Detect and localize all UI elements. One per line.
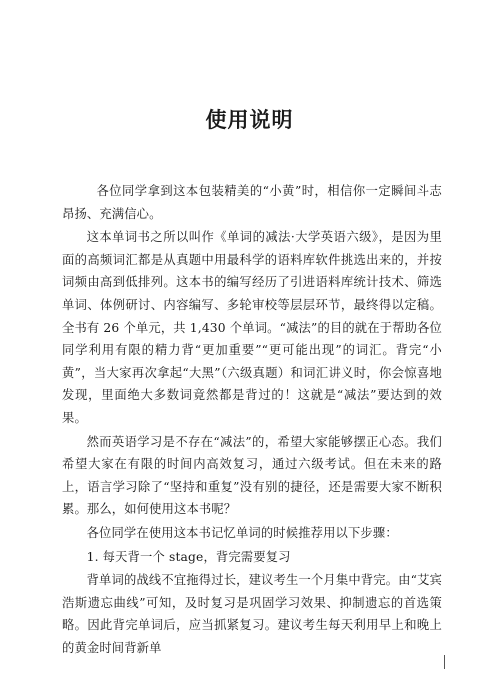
page-title: 使用说明 — [205, 108, 294, 132]
paragraph-review-advice: 背单词的战线不宜拖得过长，建议考生一个月集中背完。由“艾宾浩斯遗忘曲线”可知，及时复习是巩固学习效果、抑制遗忘的首选策略。因此背完单词后，应当抓紧复习。建议考生每天利用早上和晚上的黄金时间背新单 — [62, 573, 442, 655]
paragraph-learning-attitude: 然而英语学习是不存在“减法”的，希望大家能够摆正心态。我们希望大家在有限的时间内高效复习，通过六级考试。但在未来的路上，语言学习除了“坚持和重复”没有别的捷径，还是需要大家不断积累。那么，如何使用这本书呢？ — [62, 434, 442, 517]
body-text — [62, 180, 442, 660]
paragraph-book-description: 这本单词书之所以叫作《单词的减法·大学英语六级》，是因为里面的高频词汇都是从真题中用最科学的语料库软件挑选出来的，并按词频由高到低排列。这本书的编写经历了引进语料库统计技术、筛选单词、体例研讨、内容编写、多轮审校等层层环节，最终得以定稿。全书有 26 个单元，共 1,430 个单词。“减法”的目的就在于帮助各位同学利用有限的精力背“更加重要”“更可能出现”的词汇。背完“小黄”，当大家再次拿起“大黑”（六级真题）和词汇讲义时，你会惊喜地发现，里面绝大多数词竟然都是背过的！这就是“减法”要达到的效果。 — [62, 230, 442, 425]
page-edge-mark — [444, 655, 445, 669]
step-heading-1: 1. 每天背一个 stage，背完需要复习 — [86, 549, 291, 564]
paragraph-intro: 各位同学拿到这本包装精美的“小黄”时，相信你一定瞬间斗志昂扬、充满信心。 — [62, 184, 442, 221]
paragraph-steps-intro: 各位同学在使用这本书记忆单词的时候推荐用以下步骤： — [86, 525, 398, 540]
